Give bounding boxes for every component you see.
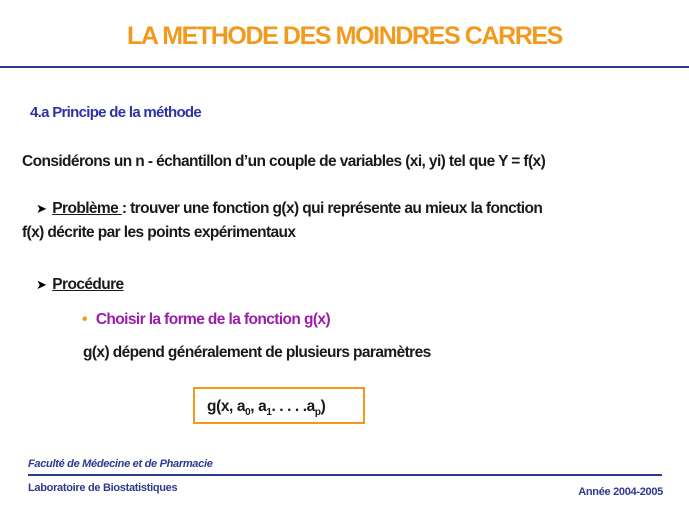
section-heading: 4.a Principe de la méthode (30, 104, 202, 121)
slide-title: LA METHODE DES MOINDRES CARRES (127, 22, 562, 50)
procedure-bullet-text: Choisir la forme de la fonction g(x) (95, 311, 331, 328)
footer-year: Année 2004-2005 (578, 486, 663, 498)
footer-divider (28, 474, 662, 476)
formula-box (193, 387, 365, 424)
probleme-text-continued: f(x) décrite par les points expérimentaux (22, 224, 296, 241)
footer-faculty: Faculté de Médecine et de Pharmacie (28, 458, 213, 470)
formula: g(x, $a_0$, $a_1$. . . . $.a_p$) (207, 398, 326, 419)
title-divider (0, 66, 689, 68)
procedure-subtext: g(x) dépend généralement de plusieurs paramètres (83, 344, 431, 361)
procedure-line (36, 276, 124, 294)
bullet-dot-icon: • (82, 311, 87, 328)
footer-lab: Laboratoire de Biostatistiques (28, 482, 178, 494)
intro-text: Considérons un n - échantillon d’un couple de variables (xi, yi) tel que Y = f(x) (22, 153, 546, 170)
probleme-text: : trouver une fonction g(x) qui représente au mieux la fonction (121, 200, 543, 217)
probleme-label: Problème (52, 200, 122, 217)
procedure-label: Procédure (52, 276, 124, 293)
probleme-line (36, 200, 542, 218)
procedure-bullet (82, 311, 330, 329)
arrow-bullet-icon: ➤ (36, 201, 47, 216)
arrow-bullet-icon: ➤ (36, 277, 47, 292)
